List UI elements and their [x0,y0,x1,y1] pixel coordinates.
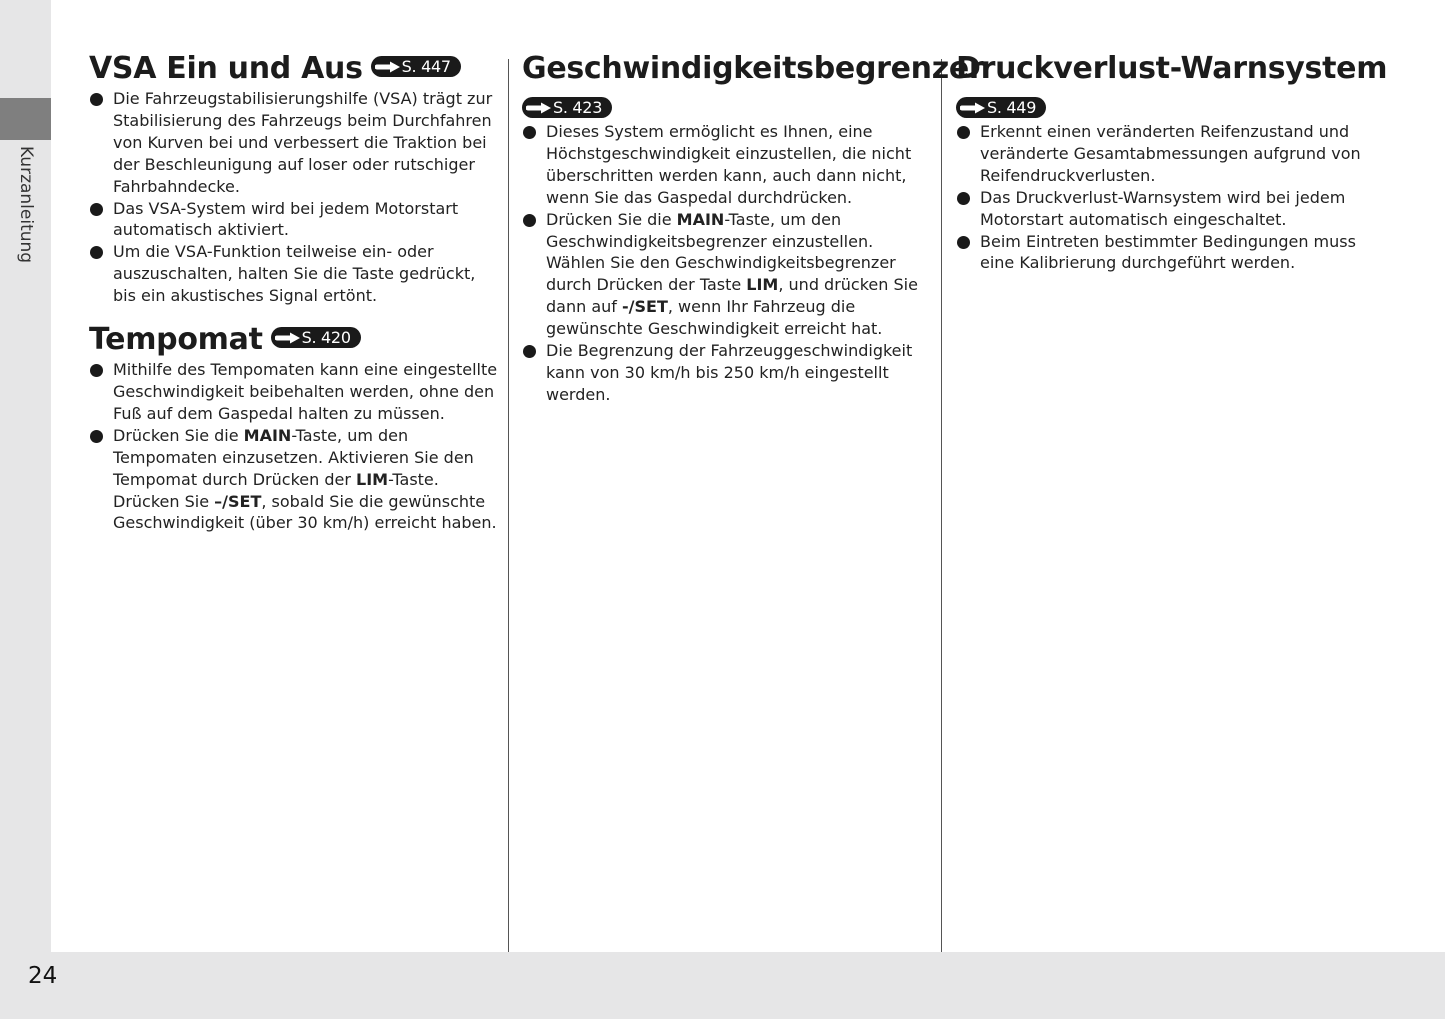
column-divider [941,59,942,952]
section-title: Geschwindigkeitsbegrenzer [522,51,984,86]
section-heading [89,50,499,88]
list-item: Die Begrenzung der Fahrzeuggeschwindigkeit kann von 30 km/h bis 250 km/h eingestellt werden. [522,340,932,406]
list-item: Um die VSA-Funktion teilweise ein- oder auszuschalten, halten Sie die Taste gedrückt, bis ein akustisches Signal ertönt. [89,241,499,307]
page-reference-text: S. 420 [301,327,351,347]
sidebar-tab-marker [0,98,51,140]
section-geschwindigkeitsbegrenzer [522,50,984,406]
list-item: Erkennt einen veränderten Reifenzustand und veränderte Gesamtabmessungen aufgrund von Reifendruckverlusten. [956,121,1366,187]
arrow-right-icon [960,102,986,114]
bullet-list [522,121,932,406]
page-reference-text: S. 423 [553,98,603,117]
column-1 [89,50,499,534]
page-reference-text: S. 447 [401,56,451,76]
page-reference-text: S. 449 [987,98,1037,117]
reference-line [956,97,1366,121]
arrow-right-icon [275,332,301,344]
list-item: Drücken Sie die MAIN-Taste, um den Tempomaten einzusetzen. Aktivieren Sie den Tempomat durch Drücken der LIM-Taste. Drücken Sie –/SET, sobald Sie die gewünschte Geschwindigkeit (über 30 km/h) erreicht haben. [89,425,499,535]
bullet-list [956,121,1366,274]
page-number: 24 [28,963,58,989]
list-item: Dieses System ermöglicht es Ihnen, eine Höchstgeschwindigkeit einzustellen, die nicht überschritten werden kann, auch dann nicht, wenn Sie das Gaspedal durchdrücken. [522,121,932,209]
section-title: VSA Ein und Aus [89,51,363,86]
column-divider [508,59,509,952]
list-item: Das VSA-System wird bei jedem Motorstart automatisch aktiviert. [89,198,499,242]
list-item: Beim Eintreten bestimmter Bedingungen muss eine Kalibrierung durchgeführt werden. [956,231,1366,275]
column-2 [522,50,984,406]
bullet-list [89,359,499,534]
list-item: Mithilfe des Tempomaten kann eine eingestellte Geschwindigkeit beibehalten werden, ohne den Fuß auf dem Gaspedal halten zu müssen. [89,359,499,425]
arrow-right-icon [375,61,401,73]
page-reference-link[interactable] [956,97,1046,118]
section-druckverlust-warnsystem [956,50,1388,274]
list-item: Drücken Sie die MAIN-Taste, um den Geschwindigkeitsbegrenzer einzustellen. Wählen Sie den Geschwindigkeitsbegrenzer durch Drücken der Taste LIM, und drücken Sie dann auf -/SET, wenn Ihr Fahrzeug die gewünschte Geschwindigkeit erreicht hat. [522,209,932,340]
reference-line [522,97,932,121]
sidebar-label-text: Kurzanleitung [16,146,36,264]
section-vsa [89,50,499,307]
section-title: Druckverlust-Warnsystem [956,51,1388,86]
section-heading [522,50,984,88]
list-item: Die Fahrzeugstabilisierungshilfe (VSA) trägt zur Stabilisierung des Fahrzeugs beim Durchfahren von Kurven bei und verbessert die Traktion bei der Beschleunigung auf loser oder rutschiger Fahrbahndecke. [89,88,499,198]
footer-bar [0,952,1445,1019]
section-heading [89,321,499,359]
page-reference-link[interactable] [522,97,612,118]
sidebar [0,0,51,952]
section-tempomat [89,321,499,534]
section-title: Tempomat [89,322,263,358]
page-reference-link[interactable] [371,56,461,77]
page-reference-link[interactable] [271,327,361,348]
column-3 [956,50,1388,274]
arrow-right-icon [526,102,552,114]
section-heading [956,50,1388,88]
bullet-list [89,88,499,307]
list-item: Das Druckverlust-Warnsystem wird bei jedem Motorstart automatisch eingeschaltet. [956,187,1366,231]
